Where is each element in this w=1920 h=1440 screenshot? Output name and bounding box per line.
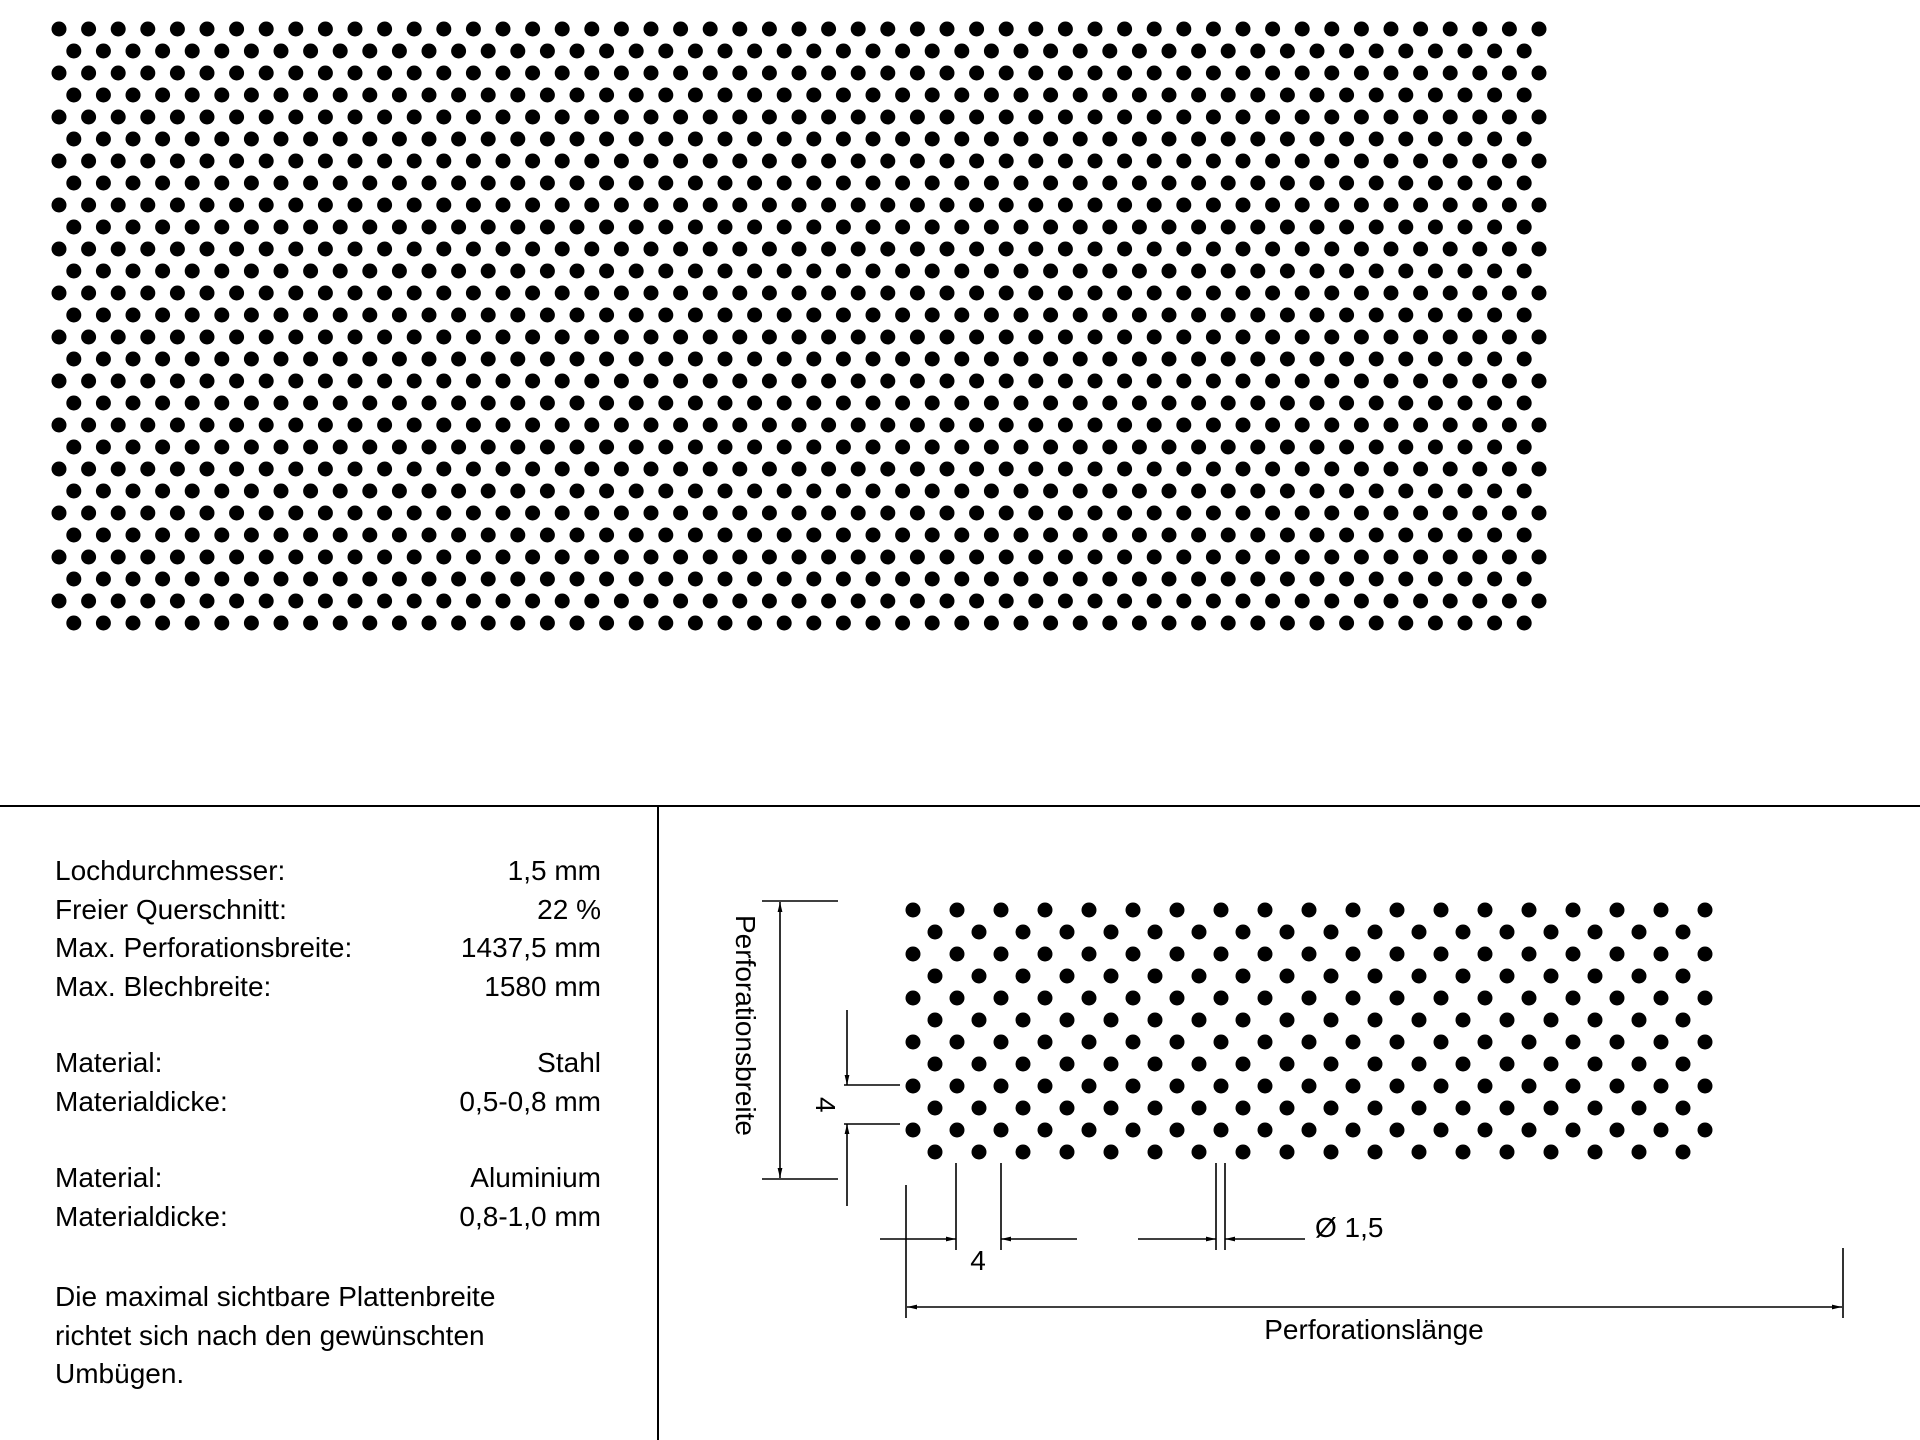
detail-hole [950, 947, 965, 962]
detail-hole [1390, 1035, 1405, 1050]
detail-hole [950, 1123, 965, 1138]
detail-hole [1412, 1101, 1427, 1116]
detail-hole [1610, 1079, 1625, 1094]
vertical-pitch-label: 4 [810, 1097, 841, 1113]
spec-value: Aluminium [470, 1162, 601, 1193]
detail-hole [1346, 1079, 1361, 1094]
detail-hole [1236, 925, 1251, 940]
detail-hole [1236, 1101, 1251, 1116]
detail-hole [1346, 991, 1361, 1006]
detail-hole [1632, 1145, 1647, 1160]
detail-hole [1148, 1145, 1163, 1160]
detail-hole [1434, 903, 1449, 918]
detail-hole [1456, 1057, 1471, 1072]
detail-hole [1390, 1123, 1405, 1138]
detail-hole [1126, 991, 1141, 1006]
detail-hole [1544, 925, 1559, 940]
detail-hole [994, 1123, 1009, 1138]
detail-hole [1566, 1035, 1581, 1050]
detail-hole [1390, 947, 1405, 962]
detail-hole [1148, 1013, 1163, 1028]
detail-hole [1082, 1123, 1097, 1138]
detail-hole [950, 991, 965, 1006]
detail-hole [1060, 1145, 1075, 1160]
detail-hole [1192, 1057, 1207, 1072]
detail-hole [1698, 1035, 1713, 1050]
detail-hole [1478, 1079, 1493, 1094]
detail-hole [1126, 1079, 1141, 1094]
detail-hole [1654, 903, 1669, 918]
detail-hole [1104, 1145, 1119, 1160]
spec-label: Materialdicke: [55, 1085, 228, 1117]
detail-hole [906, 1035, 921, 1050]
detail-hole [1566, 1079, 1581, 1094]
detail-hole [1676, 1101, 1691, 1116]
detail-hole [1368, 1057, 1383, 1072]
spec-value: 0,8-1,0 mm [459, 1200, 601, 1232]
detail-hole [1588, 969, 1603, 984]
detail-hole [1126, 903, 1141, 918]
detail-hole [1632, 925, 1647, 940]
detail-hole [1500, 925, 1515, 940]
detail-hole [1104, 1013, 1119, 1028]
detail-hole [1302, 903, 1317, 918]
detail-hole [1170, 991, 1185, 1006]
detail-hole [928, 1145, 943, 1160]
detail-hole [1412, 925, 1427, 940]
detail-hole [1698, 947, 1713, 962]
detail-hole [928, 1013, 943, 1028]
detail-hole [1280, 1057, 1295, 1072]
detail-hole [1170, 1079, 1185, 1094]
detail-hole [1060, 1013, 1075, 1028]
detail-hole [1302, 1123, 1317, 1138]
note-line: Umbügen. [55, 1358, 185, 1389]
detail-hole [1478, 947, 1493, 962]
detail-hole [1544, 969, 1559, 984]
detail-hole [1214, 1035, 1229, 1050]
detail-hole [1060, 925, 1075, 940]
detail-hole [1588, 925, 1603, 940]
detail-hole [1258, 1123, 1273, 1138]
detail-hole [1610, 1123, 1625, 1138]
detail-hole [1170, 947, 1185, 962]
detail-hole [1412, 969, 1427, 984]
detail-hole [994, 947, 1009, 962]
detail-hole [1346, 1035, 1361, 1050]
detail-hole [1258, 903, 1273, 918]
detail-hole [1016, 1145, 1031, 1160]
detail-hole [1478, 903, 1493, 918]
detail-hole [1236, 1145, 1251, 1160]
detail-hole [1522, 991, 1537, 1006]
detail-hole [1676, 1057, 1691, 1072]
detail-hole [928, 1057, 943, 1072]
detail-hole [1104, 1057, 1119, 1072]
detail-hole [1698, 903, 1713, 918]
detail-hole [1280, 925, 1295, 940]
detail-hole [1126, 1123, 1141, 1138]
detail-hole [1214, 1079, 1229, 1094]
detail-hole [1544, 1013, 1559, 1028]
detail-hole [1038, 1123, 1053, 1138]
detail-hole [1456, 1101, 1471, 1116]
detail-hole [1676, 1145, 1691, 1160]
detail-hole [1698, 1123, 1713, 1138]
detail-hole [950, 1079, 965, 1094]
detail-hole [1632, 1057, 1647, 1072]
detail-hole [1610, 903, 1625, 918]
spec-label: Material: [55, 1047, 163, 1078]
detail-hole [1038, 1035, 1053, 1050]
detail-hole [906, 947, 921, 962]
detail-hole [928, 925, 943, 940]
detail-hole [1654, 1079, 1669, 1094]
spec-value: 22 % [537, 893, 601, 925]
detail-hole [1302, 1035, 1317, 1050]
detail-hole [1478, 1035, 1493, 1050]
detail-hole [1588, 1145, 1603, 1160]
detail-hole [1500, 1013, 1515, 1028]
detail-hole [972, 1101, 987, 1116]
detail-hole [994, 903, 1009, 918]
detail-hole [1434, 991, 1449, 1006]
detail-hole [1632, 969, 1647, 984]
detail-hole [1104, 969, 1119, 984]
detail-hole [1170, 903, 1185, 918]
detail-hole [1214, 1123, 1229, 1138]
detail-hole [1456, 1013, 1471, 1028]
detail-hole [972, 1145, 987, 1160]
detail-hole [1236, 1013, 1251, 1028]
detail-hole [972, 969, 987, 984]
detail-hole [994, 991, 1009, 1006]
spec-value: 1437,5 mm [460, 932, 601, 963]
detail-hole [1038, 947, 1053, 962]
detail-hole [1654, 947, 1669, 962]
detail-hole [1610, 991, 1625, 1006]
detail-hole [1390, 1079, 1405, 1094]
detail-hole [906, 903, 921, 918]
spec-value: 1,5 mm [507, 855, 601, 886]
detail-hole [1434, 1079, 1449, 1094]
detail-hole [972, 1013, 987, 1028]
detail-hole [1038, 1079, 1053, 1094]
spec-value: 1580 mm [484, 970, 601, 1002]
detail-hole [1698, 1079, 1713, 1094]
detail-hole [1258, 1079, 1273, 1094]
detail-hole [1566, 947, 1581, 962]
detail-hole [950, 903, 965, 918]
detail-hole [1412, 1013, 1427, 1028]
detail-hole [1126, 947, 1141, 962]
detail-hole [1302, 947, 1317, 962]
detail-hole [1170, 1035, 1185, 1050]
detail-hole [1676, 969, 1691, 984]
detail-hole [1412, 1057, 1427, 1072]
detail-hole [1082, 1035, 1097, 1050]
detail-hole [1368, 1145, 1383, 1160]
detail-hole [1038, 903, 1053, 918]
detail-hole [1192, 1013, 1207, 1028]
detail-hole [994, 1035, 1009, 1050]
detail-hole [1082, 1079, 1097, 1094]
detail-hole [1346, 947, 1361, 962]
detail-hole [1544, 1101, 1559, 1116]
detail-hole [994, 1079, 1009, 1094]
detail-hole-grid [906, 903, 1713, 1160]
detail-hole [1632, 1101, 1647, 1116]
perforation-width-label: Perforationsbreite [730, 915, 761, 1137]
detail-hole [1368, 925, 1383, 940]
detail-hole [1544, 1057, 1559, 1072]
detail-hole [1522, 903, 1537, 918]
detail-hole [1500, 1101, 1515, 1116]
detail-hole [1522, 1079, 1537, 1094]
detail-hole [1676, 925, 1691, 940]
detail-hole [1434, 947, 1449, 962]
detail-hole [1280, 969, 1295, 984]
detail-hole [906, 991, 921, 1006]
detail-hole [1082, 991, 1097, 1006]
diameter-label: Ø 1,5 [1315, 1212, 1384, 1243]
detail-hole [1236, 1057, 1251, 1072]
detail-hole [1698, 991, 1713, 1006]
detail-hole [1148, 1101, 1163, 1116]
detail-hole [1456, 969, 1471, 984]
detail-hole [1324, 925, 1339, 940]
detail-hole [1324, 1101, 1339, 1116]
detail-hole [1082, 903, 1097, 918]
detail-hole [1368, 1013, 1383, 1028]
detail-hole [1368, 1101, 1383, 1116]
spec-label: Max. Blechbreite: [55, 970, 272, 1002]
detail-hole [928, 969, 943, 984]
detail-hole [1390, 903, 1405, 918]
detail-hole [1434, 1123, 1449, 1138]
detail-hole [1280, 1013, 1295, 1028]
detail-hole [1016, 925, 1031, 940]
detail-hole [1412, 1145, 1427, 1160]
detail-hole [1060, 969, 1075, 984]
detail-hole [1280, 1101, 1295, 1116]
note-line: richtet sich nach den gewünschten [55, 1319, 485, 1351]
detail-hole [1082, 947, 1097, 962]
detail-hole [1126, 1035, 1141, 1050]
detail-hole [1478, 991, 1493, 1006]
horizontal-pitch-label: 4 [970, 1245, 986, 1276]
detail-hole [1544, 1145, 1559, 1160]
detail-hole [1610, 947, 1625, 962]
detail-hole [906, 1123, 921, 1138]
detail-hole [972, 925, 987, 940]
note-line: Die maximal sichtbare Plattenbreite [55, 1281, 496, 1312]
detail-hole [1588, 1013, 1603, 1028]
detail-hole [1478, 1123, 1493, 1138]
detail-hole [1016, 1057, 1031, 1072]
detail-hole [1016, 969, 1031, 984]
detail-hole [1500, 969, 1515, 984]
detail-hole [906, 1079, 921, 1094]
detail-hole [1060, 1057, 1075, 1072]
detail-hole [1346, 1123, 1361, 1138]
detail-hole [1214, 991, 1229, 1006]
detail-hole [1588, 1057, 1603, 1072]
detail-hole [1390, 991, 1405, 1006]
detail-hole [1456, 925, 1471, 940]
detail-hole [1654, 1035, 1669, 1050]
detail-hole [1258, 1035, 1273, 1050]
detail-hole [1588, 1101, 1603, 1116]
detail-hole [1324, 1057, 1339, 1072]
detail-hole [1522, 1123, 1537, 1138]
detail-hole [1280, 1145, 1295, 1160]
detail-hole [950, 1035, 965, 1050]
detail-hole [1170, 1123, 1185, 1138]
detail-hole [1016, 1101, 1031, 1116]
detail-hole [1192, 969, 1207, 984]
detail-hole [1258, 947, 1273, 962]
detail-hole [1522, 947, 1537, 962]
detail-hole [1566, 903, 1581, 918]
detail-hole [1104, 1101, 1119, 1116]
detail-hole [1632, 1013, 1647, 1028]
detail-hole [1038, 991, 1053, 1006]
detail-hole [1016, 1013, 1031, 1028]
spec-value: Stahl [537, 1047, 601, 1078]
detail-hole [1324, 1145, 1339, 1160]
detail-hole [1192, 925, 1207, 940]
detail-hole [1258, 991, 1273, 1006]
detail-hole [1214, 903, 1229, 918]
detail-hole [1368, 969, 1383, 984]
spec-label: Material: [55, 1162, 163, 1193]
perforation-length-label: Perforationslänge [1264, 1314, 1484, 1345]
detail-hole [1236, 969, 1251, 984]
detail-hole [1104, 925, 1119, 940]
spec-label: Max. Perforationsbreite: [55, 932, 353, 963]
detail-hole [1148, 1057, 1163, 1072]
detail-hole [1346, 903, 1361, 918]
spec-label: Lochdurchmesser: [55, 855, 286, 886]
detail-hole [1060, 1101, 1075, 1116]
detail-hole [1566, 1123, 1581, 1138]
detail-hole [1654, 991, 1669, 1006]
spec-value: 0,5-0,8 mm [459, 1085, 601, 1117]
detail-hole [1192, 1145, 1207, 1160]
detail-hole [1522, 1035, 1537, 1050]
detail-hole [1500, 1057, 1515, 1072]
detail-hole [1456, 1145, 1471, 1160]
detail-hole [1302, 1079, 1317, 1094]
detail-hole [1610, 1035, 1625, 1050]
spec-label: Freier Querschnitt: [55, 893, 287, 925]
spec-label: Materialdicke: [55, 1200, 228, 1232]
detail-hole [928, 1101, 943, 1116]
detail-hole [1324, 969, 1339, 984]
detail-hole [1302, 991, 1317, 1006]
detail-hole [1324, 1013, 1339, 1028]
detail-hole [1192, 1101, 1207, 1116]
detail-hole [1500, 1145, 1515, 1160]
detail-hole [972, 1057, 987, 1072]
detail-hole [1148, 969, 1163, 984]
detail-hole [1654, 1123, 1669, 1138]
detail-hole [1434, 1035, 1449, 1050]
detail-hole [1676, 1013, 1691, 1028]
detail-hole [1566, 991, 1581, 1006]
detail-hole [1148, 925, 1163, 940]
detail-hole [1214, 947, 1229, 962]
